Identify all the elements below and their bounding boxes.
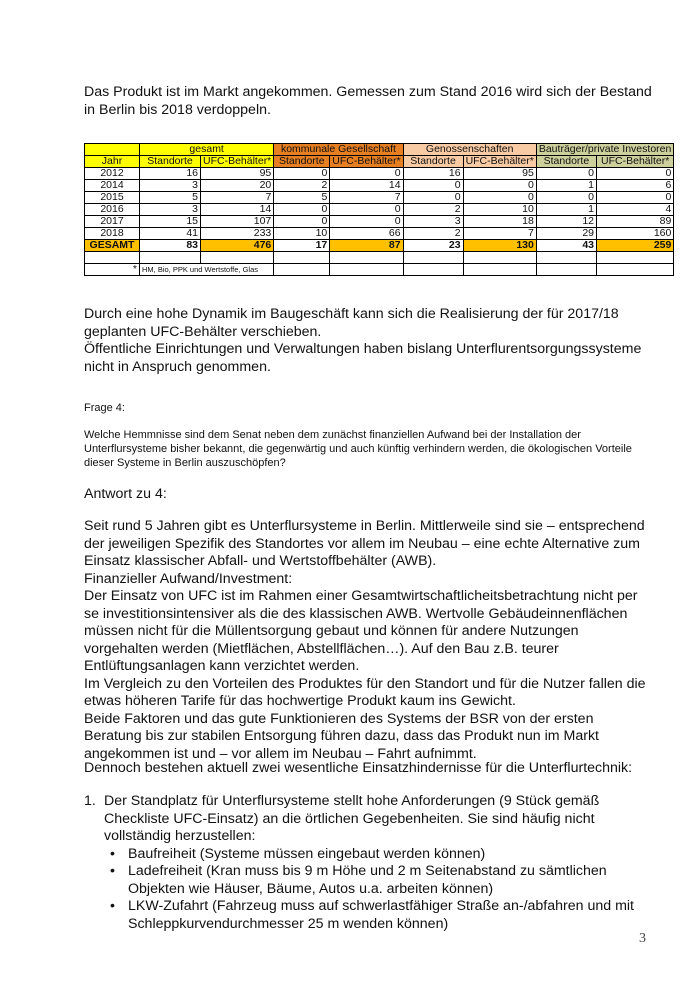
sub-ufc: UFC-Behälter* [597, 156, 674, 168]
bestand-table [84, 143, 674, 276]
table-row: 2017 15 107 0 0 3 18 12 89 [85, 216, 674, 228]
table-row: 2015 5 7 5 7 0 0 0 0 [85, 192, 674, 204]
sub-standorte: Standorte [274, 156, 330, 168]
sub-standorte: Standorte [140, 156, 201, 168]
after-table-paragraph: Durch eine hohe Dynamik im Baugeschäft kann sich die Realisierung der für 2017/18 geplanten UFC-Behälter verschieben. Öffentliche Einrichtungen und Verwaltungen haben bislang Unterflurentsorgungssysteme nicht in Anspruch genommen. [84, 306, 642, 375]
numbered-list [84, 793, 664, 933]
antwort-label: Antwort zu 4: [84, 486, 167, 502]
bullet-icon: • [110, 845, 115, 862]
table-spacer-row [85, 252, 674, 264]
frage-label: Frage 4: [84, 402, 125, 414]
dennoch-paragraph: Dennoch bestehen aktuell zwei wesentliche Einsatzhindernisse für die Unterflurtechnik: [84, 760, 633, 776]
list-item [84, 793, 664, 846]
sub-standorte: Standorte [536, 156, 596, 168]
table-total-row: GESAMT 83 476 17 87 23 130 43 259 [85, 240, 674, 252]
bullet-list [84, 846, 664, 934]
list-item-text: Der Standplatz für Unterflursysteme stellt hohe Anforderungen (9 Stück gemäß Checkliste UFC-Einsatz) an die örtlichen Gegebenheiten. Sie sind häufig nicht vollständig herzustellen: [104, 793, 600, 844]
sub-ufc: UFC-Behälter* [330, 156, 403, 168]
footnote-mark: * [85, 264, 140, 276]
table-row: 2014 3 20 2 14 0 0 1 6 [85, 180, 674, 192]
sub-ufc: UFC-Behälter* [201, 156, 274, 168]
bullet-item: • Ladefreiheit (Kran muss bis 9 m Höhe und 2 m Seitenabstand zu sämtlichen Objekten wie Häuser, Bäume, Autos u.a. arbeiten können) [110, 863, 607, 897]
table-row: 2018 41 233 10 66 2 7 29 160 [85, 228, 674, 240]
table-sub-header-row [85, 156, 674, 168]
list-number: 1. [84, 793, 96, 809]
year-header: Jahr [85, 156, 140, 168]
intro-paragraph: Das Produkt ist im Markt angekommen. Gemessen zum Stand 2016 wird sich der Bestand in Berlin bis 2018 verdoppeln. [84, 84, 652, 118]
sub-ufc: UFC-Behälter* [463, 156, 536, 168]
group-genossenschaften: Genossenschaften [403, 144, 536, 156]
answer-body: Seit rund 5 Jahren gibt es Unterflursysteme in Berlin. Mittlerweile sind sie – entsprechend der jeweiligen Spezifik des Standortes vor allem im Neubau – eine echte Alternative zum Einsatz klassischer Abfall- und Wertstoffbehälter (AWB). Finanzieller Aufwand/Investment: Der Einsatz von UFC ist im Rahmen einer Gesamtwirtschaftlicheitsbetrachtung nicht per se investitionsintensiver als die des klassischen AWB. Wertvolle Gebäudeinnenflächen müssen nicht für die Müllentsorgung gebaut und können für andere Nutzungen vorgehalten werden (Mietflächen, Abstellflächen…). Auf den Bau z.B. teurer Entlüftungsanlagen kann verzichtet werden. Im Vergleich zu den Vorteilen des Produktes für den Standort und für die Nutzer fallen die etwas höheren Tarife für das hochwertige Produkt kaum ins Gewicht. Beide Faktoren und das gute Funktionieren des Systems der BSR von der ersten Beratung bis zur stabilen Entsorgung führen dazu, dass das Produkt nun im Markt angekommen ist und – vor allem im Neubau – Fahrt aufnimmt. [84, 518, 646, 762]
bullet-icon: • [110, 863, 115, 879]
table-group-header-row [85, 144, 674, 156]
group-kommunale: kommunale Gesellschaft [274, 144, 403, 156]
table-row: 2012 16 95 0 0 16 95 0 0 [85, 168, 674, 180]
bullet-item: • Baufreiheit (Systeme müssen eingebaut werden können) [110, 845, 486, 862]
footnote-text: HM, Bio, PPK und Wertstoffe, Glas [140, 264, 274, 276]
bullet-icon: • [110, 898, 115, 914]
page-number: 3 [639, 931, 646, 946]
question-text: Welche Hemmnisse sind dem Senat neben dem zunächst finanziellen Aufwand bei der Installation der Unterflursysteme bisher bekannt, die gegenwärtig und auch künftig verhindern werden, die ökologischen Vorteile dieser Systeme in Berlin auszuschöpfen? [84, 429, 632, 469]
group-bautraeger: Bauträger/private Investoren [536, 144, 674, 156]
bullet-item: • LKW-Zufahrt (Fahrzeug muss auf schwerlastfähiger Straße an-/abfahren und mit Schleppkurvendurchmesser 25 m wenden können) [110, 898, 634, 932]
table-row: 2016 3 14 0 0 2 10 1 4 [85, 204, 674, 216]
group-gesamt: gesamt [140, 144, 274, 156]
sub-standorte: Standorte [403, 156, 463, 168]
table-footnote-row [85, 264, 674, 276]
